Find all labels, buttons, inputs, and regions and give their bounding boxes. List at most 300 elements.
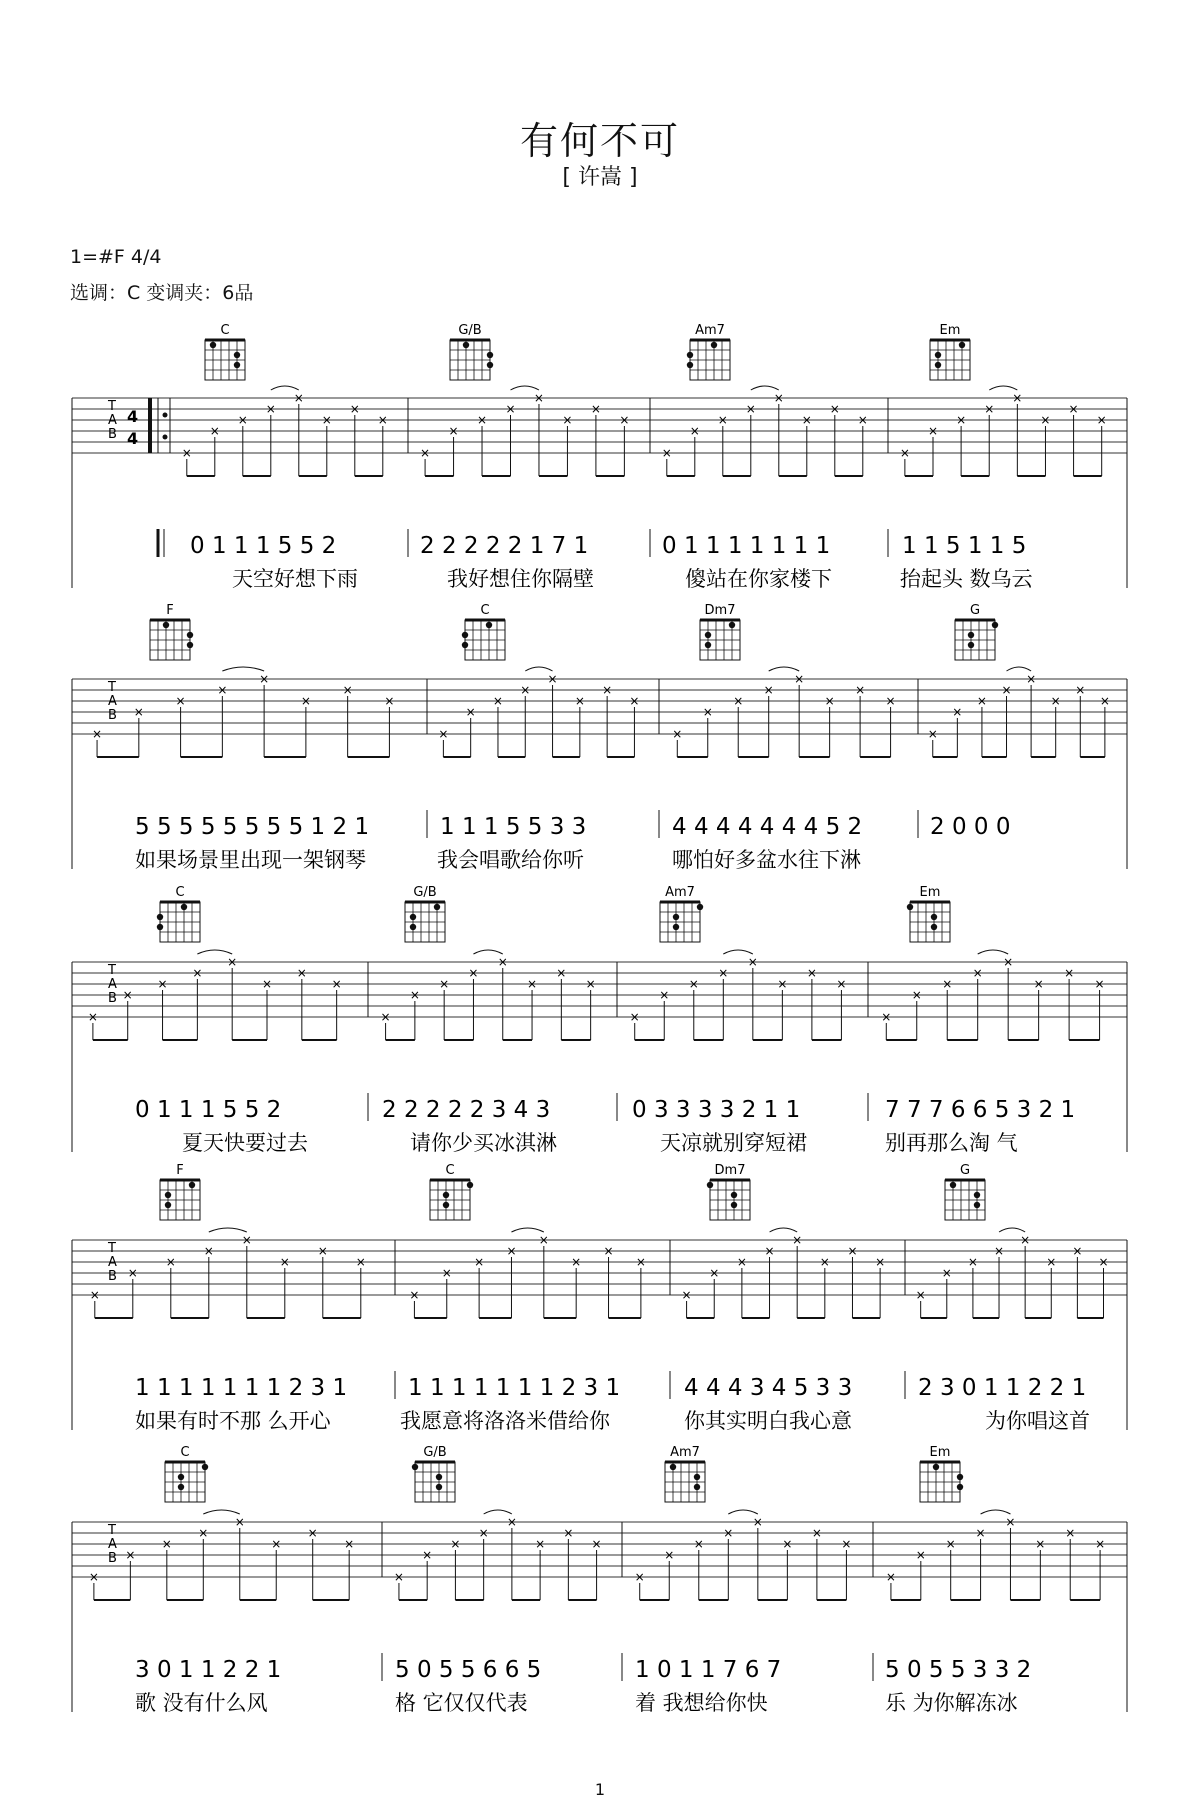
finger-dot [434, 904, 440, 910]
chord-diagram [665, 1445, 705, 1502]
tab-note: × [241, 1233, 252, 1247]
jianpu-numbers: 2 0 0 0 [930, 814, 1011, 840]
tab-note: × [293, 391, 304, 405]
chord-diagram [405, 885, 445, 942]
jianpu-numbers: 4 4 4 3 4 5 3 3 [684, 1375, 853, 1401]
tab-note: × [764, 1244, 775, 1258]
tab-note: × [307, 1526, 318, 1540]
tab-note: × [377, 413, 388, 427]
lyric-line: 别再那么淘 气 [885, 1131, 1018, 1155]
tab-note: × [227, 955, 238, 969]
lyric-line: 为你唱这首 [985, 1409, 1090, 1433]
time-signature: 4 [127, 407, 139, 426]
finger-dot [178, 1474, 184, 1480]
tab-note: × [441, 1266, 452, 1280]
jianpu-numbers: 3 0 1 1 2 2 1 [135, 1657, 282, 1683]
finger-dot [443, 1192, 449, 1198]
tab-clef-letter: T [108, 1523, 116, 1538]
tab-note: × [709, 1266, 720, 1280]
tab-note: × [1020, 1233, 1031, 1247]
tab-note: × [1050, 694, 1061, 708]
tab-note: × [603, 1244, 614, 1258]
tab-note: × [165, 1255, 176, 1269]
tab-clef-letter: B [108, 427, 117, 442]
chord-name: C [445, 1163, 455, 1178]
tab-note: × [829, 402, 840, 416]
tab-note: × [664, 1548, 675, 1562]
tab-note: × [975, 1526, 986, 1540]
tab-note: × [841, 1537, 852, 1551]
chord-diagram [157, 885, 200, 942]
finger-dot [462, 632, 468, 638]
finger-dot [486, 622, 492, 628]
finger-dot [974, 1202, 980, 1208]
tab-note: × [1035, 1537, 1046, 1551]
finger-dot [957, 1474, 963, 1480]
finger-dot [950, 1182, 956, 1188]
chord-diagram [945, 1163, 985, 1220]
tab-note: × [261, 977, 273, 991]
finger-dot [697, 904, 703, 910]
tab-clef-letter: T [108, 1241, 116, 1256]
tab-note: × [1026, 672, 1037, 686]
tab-note: × [792, 1233, 803, 1247]
finger-dot [907, 904, 913, 910]
tab-note: × [984, 402, 995, 416]
tab-clef-letter: T [108, 963, 116, 978]
tab-note: × [1033, 977, 1044, 991]
tab-note: × [331, 977, 342, 991]
tab-note: × [1012, 391, 1023, 405]
tab-note: × [718, 966, 729, 980]
finger-dot [729, 622, 735, 628]
finger-dot [462, 642, 468, 648]
tie [484, 1510, 512, 1514]
tab-note: × [1005, 1515, 1016, 1529]
tab-note: × [736, 1255, 747, 1269]
tab-note: × [380, 1010, 391, 1024]
tab-note: × [476, 413, 488, 427]
tab-note: × [506, 1244, 517, 1258]
tab-note: × [717, 413, 728, 427]
tab-note: × [217, 683, 228, 697]
finger-dot [187, 642, 193, 648]
jianpu-numbers: 2 2 2 2 2 3 4 3 [382, 1097, 551, 1123]
chord-name: G/B [423, 1445, 447, 1460]
lyric-line: 乐 为你解冻冰 [885, 1691, 1018, 1715]
tab-note: × [967, 1255, 978, 1269]
finger-dot [931, 914, 937, 920]
finger-dot [189, 1182, 195, 1188]
tie [511, 1228, 543, 1232]
finger-dot [968, 632, 974, 638]
tab-note: × [777, 977, 788, 991]
tab-system [72, 1445, 1127, 1715]
jianpu-numbers: 5 0 5 5 3 3 2 [885, 1657, 1032, 1683]
tab-note: × [1003, 955, 1014, 969]
tab-note: × [571, 1255, 582, 1269]
tab-note: × [915, 1288, 926, 1302]
chord-diagram [930, 323, 970, 380]
tab-note: × [198, 1526, 209, 1540]
tab-note: × [782, 1537, 793, 1551]
tie [203, 1510, 239, 1514]
chord-diagram [687, 323, 730, 380]
tab-note: × [344, 1537, 355, 1551]
tab-note: × [801, 413, 812, 427]
tab-note: × [265, 402, 276, 416]
tab-note: × [342, 683, 353, 697]
tab-note: × [349, 402, 360, 416]
tab-note: × [181, 446, 192, 460]
tab-note: × [747, 955, 758, 969]
tab-note: × [915, 1548, 926, 1562]
finger-dot [234, 352, 240, 358]
finger-dot [694, 1484, 700, 1490]
tab-note: × [533, 391, 544, 405]
finger-dot [968, 642, 974, 648]
jianpu-numbers: 1 0 1 1 7 6 7 [635, 1657, 782, 1683]
lyric-line: 歌 没有什么风 [135, 1691, 268, 1715]
jianpu-numbers: 0 1 1 1 5 5 2 [190, 533, 337, 559]
tab-note: × [945, 1537, 956, 1551]
tab-note: × [234, 1515, 245, 1529]
chord-diagram [707, 1163, 750, 1220]
finger-dot [410, 914, 416, 920]
tab-note: × [279, 1255, 290, 1269]
jianpu-numbers: 2 3 0 1 1 2 2 1 [918, 1375, 1087, 1401]
chord-name: Em [919, 885, 941, 900]
tab-note: × [438, 727, 449, 741]
tab-note: × [125, 1548, 136, 1562]
finger-dot [992, 622, 998, 628]
page-number: 1 [594, 1780, 606, 1799]
tab-note: × [659, 988, 670, 1002]
tab-system [72, 603, 1127, 872]
tab-note: × [911, 988, 922, 1002]
tie [271, 386, 299, 390]
finger-dot [957, 1484, 963, 1490]
finger-dot [234, 362, 240, 368]
tab-note: × [976, 694, 987, 708]
tie [525, 667, 552, 671]
tab-note: × [300, 694, 311, 708]
tie [222, 667, 264, 671]
finger-dot [410, 924, 416, 930]
tab-note: × [1096, 413, 1107, 427]
tie [197, 950, 232, 954]
tab-note: × [527, 977, 538, 991]
tab-clef-letter: A [108, 1537, 117, 1552]
tab-system [72, 1163, 1127, 1433]
capo-info: 选调：C 变调夹：6品 [70, 282, 254, 304]
chord-name: Em [939, 323, 961, 338]
tie [209, 1228, 247, 1232]
tab-clef-letter: A [108, 413, 117, 428]
tab-note: × [661, 446, 672, 460]
tab-note: × [681, 1288, 692, 1302]
tab-clef-letter: T [108, 680, 116, 695]
tab-note: × [175, 694, 186, 708]
finger-dot [694, 1474, 700, 1480]
tab-note: × [1046, 1255, 1057, 1269]
finger-dot [163, 622, 169, 628]
finger-dot [687, 362, 693, 368]
tab-clef-letter: A [108, 977, 117, 992]
tab-note: × [993, 1244, 1005, 1258]
tab-note: × [1068, 402, 1079, 416]
jianpu-numbers: 4 4 4 4 4 4 4 5 2 [672, 814, 863, 840]
chord-name: G/B [413, 885, 437, 900]
chord-name: C [175, 885, 185, 900]
finger-dot [412, 1464, 418, 1470]
finger-dot [731, 1202, 737, 1208]
tab-note: × [1065, 1526, 1076, 1540]
chord-name: G/B [458, 323, 482, 338]
tab-note: × [702, 705, 713, 719]
tab-note: × [317, 1244, 328, 1258]
jianpu-numbers: 1 1 1 5 5 3 3 [440, 814, 587, 840]
tab-note: × [629, 694, 640, 708]
tie [770, 1228, 798, 1232]
tab-note: × [506, 1515, 517, 1529]
tab-note: × [819, 1255, 830, 1269]
chord-name: Dm7 [704, 603, 736, 618]
tab-note: × [474, 1255, 485, 1269]
tab-note: × [619, 413, 630, 427]
jianpu-numbers: 5 0 5 5 6 6 5 [395, 1657, 542, 1683]
tab-note: × [1075, 683, 1086, 697]
chord-name: C [480, 603, 490, 618]
tab-note: × [122, 988, 133, 1002]
tab-note: × [688, 977, 699, 991]
lyric-line: 抬起头 数乌云 [900, 567, 1033, 591]
tab-note: × [899, 446, 910, 460]
tab-note: × [1094, 977, 1105, 991]
tab-note: × [952, 705, 963, 719]
tab-note: × [693, 1537, 704, 1551]
jianpu-numbers: 0 3 3 3 3 2 1 1 [632, 1097, 801, 1123]
tab-note: × [806, 966, 817, 980]
tab-note: × [259, 672, 270, 686]
tab-note: × [629, 1010, 640, 1024]
chord-name: Am7 [670, 1445, 700, 1460]
tab-note: × [505, 402, 516, 416]
finger-dot [210, 342, 216, 348]
chord-diagram [430, 1163, 473, 1220]
tab-note: × [1064, 966, 1075, 980]
tab-note: × [972, 966, 983, 980]
chord-diagram [150, 603, 193, 660]
finger-dot [705, 642, 711, 648]
tie [989, 386, 1017, 390]
tab-note: × [733, 694, 744, 708]
tab-clef-letter: A [108, 1255, 117, 1270]
tab-note: × [857, 413, 868, 427]
chord-diagram [205, 323, 245, 380]
tab-note: × [723, 1526, 734, 1540]
time-signature: 4 [127, 429, 139, 448]
tab-note: × [127, 1266, 138, 1280]
chord-name: Dm7 [714, 1163, 746, 1178]
chord-name: G [959, 1163, 971, 1178]
lyric-line: 我会唱歌给你听 [437, 848, 584, 872]
tab-note: × [585, 977, 596, 991]
tab-note: × [296, 966, 307, 980]
repeat-dot [163, 413, 168, 418]
finger-dot [687, 352, 693, 358]
tab-note: × [794, 672, 805, 686]
chord-name: C [180, 1445, 190, 1460]
lyric-line: 哪怕好多盆水往下淋 [672, 848, 861, 872]
finger-dot [487, 362, 493, 368]
song-title: 有何不可 [519, 119, 680, 163]
tab-note: × [763, 683, 774, 697]
tab-note: × [439, 977, 450, 991]
jianpu-numbers: 1 1 1 1 1 1 1 2 3 1 [408, 1375, 621, 1401]
lyric-line: 如果有时不那 么开心 [135, 1409, 331, 1433]
tie [999, 1228, 1025, 1232]
tab-note: × [855, 683, 866, 697]
tab-note: × [745, 402, 756, 416]
tab-note: × [271, 1537, 282, 1551]
tab-note: × [811, 1526, 822, 1540]
finger-dot [181, 904, 187, 910]
tie [723, 950, 753, 954]
finger-dot [443, 1202, 449, 1208]
finger-dot [670, 1464, 676, 1470]
tab-note: × [602, 683, 613, 697]
tab-note: × [538, 1233, 549, 1247]
tab-note: × [409, 1288, 420, 1302]
tie [751, 386, 779, 390]
tab-clef-letter: B [108, 708, 117, 723]
tab-note: × [1001, 683, 1012, 697]
tab-note: × [192, 966, 203, 980]
tab-note: × [1099, 694, 1110, 708]
lyric-line: 请你少买冰淇淋 [410, 1131, 557, 1155]
tab-note: × [574, 694, 585, 708]
tab-clef-letter: T [108, 399, 116, 414]
jianpu-numbers: 1 1 5 1 1 5 [902, 533, 1027, 559]
tab-note: × [562, 413, 573, 427]
chord-diagram [955, 603, 998, 660]
tab-note: × [409, 988, 420, 1002]
jianpu-numbers: 2 2 2 2 2 1 7 1 [420, 533, 589, 559]
jianpu-numbers: 1 1 1 1 1 1 1 2 3 1 [135, 1375, 348, 1401]
chord-name: Em [929, 1445, 951, 1460]
tab-note: × [450, 1537, 461, 1551]
tab-note: × [468, 966, 479, 980]
tab-note: × [92, 727, 103, 741]
tie [981, 1510, 1011, 1514]
tab-note: × [635, 1255, 646, 1269]
tab-note: × [885, 1570, 896, 1584]
chord-diagram [450, 323, 493, 380]
lyric-line: 着 我想给你快 [635, 1691, 768, 1715]
finger-dot [165, 1192, 171, 1198]
tab-note: × [420, 446, 431, 460]
key-meter: 1=#F 4/4 [70, 246, 162, 268]
tie [510, 386, 538, 390]
finger-dot [673, 914, 679, 920]
chord-diagram [920, 1445, 963, 1502]
finger-dot [959, 342, 965, 348]
tie [1007, 667, 1032, 671]
lyric-line: 格 它仅仅代表 [395, 1691, 528, 1715]
lyric-line: 天凉就别穿短裙 [660, 1131, 807, 1155]
tab-note: × [847, 1244, 858, 1258]
finger-dot [463, 342, 469, 348]
jianpu-numbers: 7 7 7 6 6 5 3 2 1 [885, 1097, 1076, 1123]
tab-note: × [321, 413, 332, 427]
tab-note: × [478, 1526, 489, 1540]
lyric-line: 你其实明白我心意 [684, 1409, 852, 1433]
chord-diagram [660, 885, 703, 942]
chord-name: Am7 [665, 885, 695, 900]
tab-note: × [881, 1010, 892, 1024]
tab-note: × [393, 1570, 404, 1584]
tab-system [72, 885, 1127, 1155]
tab-note: × [497, 955, 508, 969]
finger-dot [202, 1464, 208, 1470]
finger-dot [487, 352, 493, 358]
tab-clef-letter: A [108, 694, 117, 709]
finger-dot [935, 352, 941, 358]
tie [728, 1510, 758, 1514]
tab-note: × [203, 1244, 214, 1258]
tab-note: × [885, 694, 896, 708]
chord-diagram [700, 603, 740, 660]
tab-note: × [157, 977, 168, 991]
chord-diagram [412, 1445, 455, 1502]
tab-note: × [355, 1255, 366, 1269]
finger-dot [931, 924, 937, 930]
tab-note: × [875, 1255, 886, 1269]
tab-note: × [88, 1570, 99, 1584]
tab-clef-letter: B [108, 991, 117, 1006]
tab-note: × [942, 977, 953, 991]
tab-note: × [590, 402, 601, 416]
finger-dot [165, 1202, 171, 1208]
tab-note: × [689, 424, 700, 438]
tab-note: × [448, 424, 459, 438]
lyric-line: 天空好想下雨 [232, 567, 358, 591]
finger-dot [705, 632, 711, 638]
repeat-dot [163, 435, 168, 440]
chord-name: G [969, 603, 981, 618]
chord-name: F [166, 603, 174, 618]
finger-dot [178, 1484, 184, 1490]
lyric-line: 我愿意将洛洛米借给你 [400, 1409, 610, 1433]
tie [769, 667, 799, 671]
finger-dot [731, 1192, 737, 1198]
tab-note: × [672, 727, 683, 741]
chord-name: C [220, 323, 230, 338]
lyric-line: 我好想住你隔壁 [447, 567, 594, 591]
tab-system [72, 323, 1127, 591]
tab-note: × [535, 1537, 546, 1551]
tab-note: × [209, 424, 220, 438]
tab-clef-letter: B [108, 1269, 117, 1284]
tab-note: × [956, 413, 967, 427]
lyric-line: 夏天快要过去 [182, 1131, 308, 1155]
tab-note: × [520, 683, 531, 697]
finger-dot [935, 362, 941, 368]
tie [978, 950, 1008, 954]
tab-note: × [941, 1266, 952, 1280]
tab-note: × [1098, 1255, 1109, 1269]
